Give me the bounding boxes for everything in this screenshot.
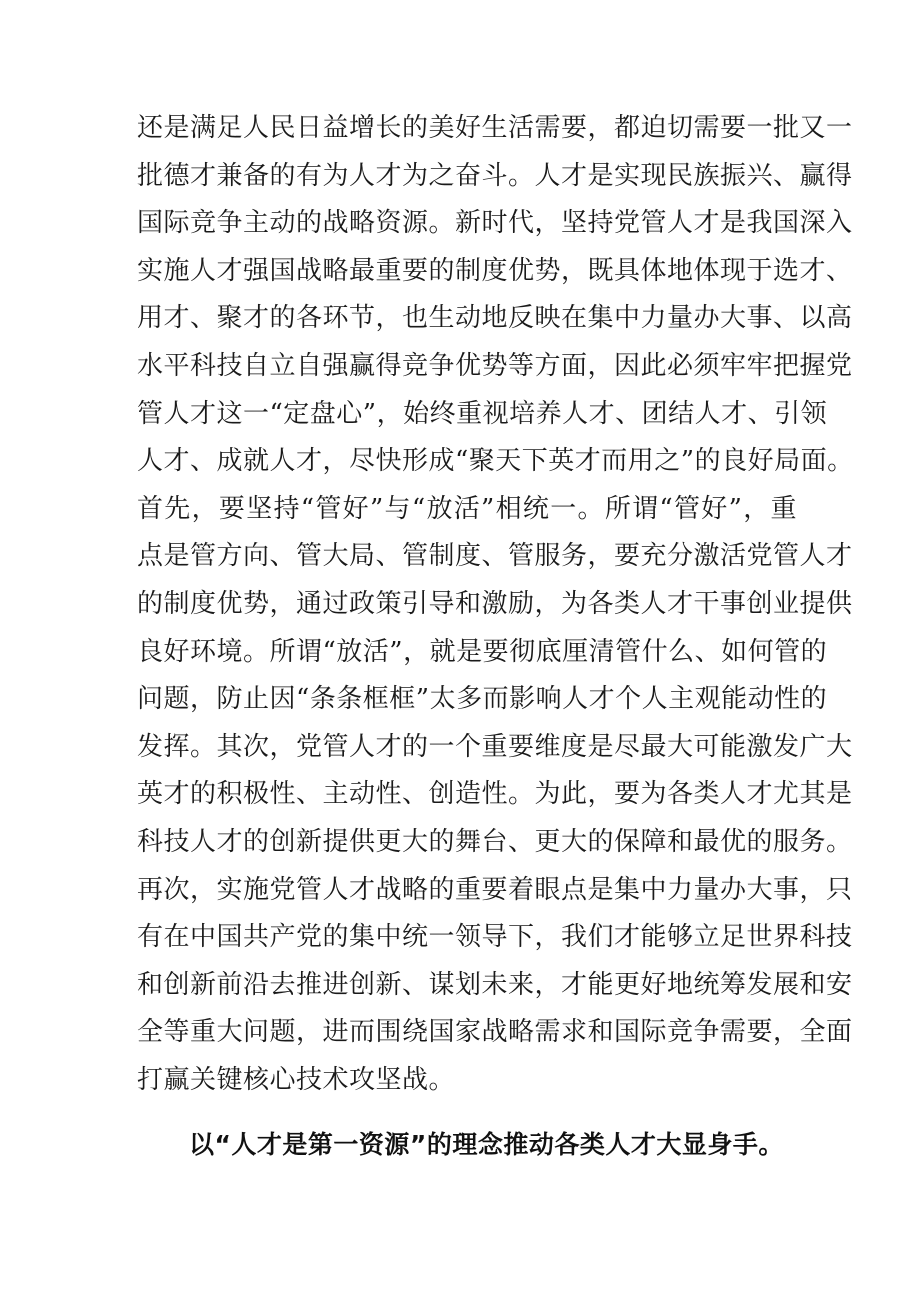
paragraph-line: 的制度优势，通过政策引导和激励，为各类人才干事创业提供 [137,588,853,619]
body-paragraph [137,105,854,1104]
paragraph-line: 英才的积极性、主动性、创造性。为此，要为各类人才尤其是 [137,779,853,810]
paragraph-line: 发挥。其次，党管人才的一个重要维度是尽最大可能激发广大 [137,731,853,762]
paragraph-line: 还是满足人民日益增长的美好生活需要，都迫切需要一批又一 [137,113,853,143]
paragraph-line: 国际竞争主动的战略资源。新时代，坚持党管人才是我国深入 [137,208,853,239]
section-heading: 以“人才是第一资源”的理念推动各类人才大显身手。 [189,1130,784,1159]
paragraph-line-last: 打赢关键核心技术攻坚战。 [137,1064,456,1095]
paragraph-line: 问题，防止因“条条框框”太多而影响人才个人主观能动性的 [137,684,828,715]
paragraph-line: 管人才这一“定盘心”，始终重视培养人才、团结人才、引领 [137,398,828,429]
paragraph-line: 人才、成就人才，尽快形成“聚天下英才而用之”的良好局面。 [137,446,854,477]
paragraph-line: 和创新前沿去推进创新、谋划未来，才能更好地统筹发展和安 [137,969,853,1000]
paragraph-line: 首先，要坚持“管好”与“放活”相统一。所谓“管好”，重 [137,493,797,524]
paragraph-line: 科技人才的创新提供更大的舞台、更大的保障和最优的服务。 [137,826,853,857]
paragraph-line: 点是管方向、管大局、管制度、管服务，要充分激活党管人才 [137,541,853,572]
paragraph-line: 再次，实施党管人才战略的重要着眼点是集中力量办大事，只 [137,874,853,905]
paragraph-line: 有在中国共产党的集中统一领导下，我们才能够立足世界科技 [137,922,853,953]
paragraph-line: 全等重大问题，进而围绕国家战略需求和国际竞争需要，全面 [137,1017,853,1048]
paragraph-line: 批德才兼备的有为人才为之奋斗。人才是实现民族振兴、赢得 [137,160,853,191]
paragraph-line: 水平科技自立自强赢得竞争优势等方面，因此必须牢牢把握党 [137,350,853,381]
paragraph-line: 实施人才强国战略最重要的制度优势，既具体地体现于选才、 [137,255,853,286]
paragraph-line: 用才、聚才的各环节，也生动地反映在集中力量办大事、以高 [137,303,853,334]
paragraph-line: 良好环境。所谓“放活”，就是要彻底厘清管什么、如何管的 [137,636,828,667]
